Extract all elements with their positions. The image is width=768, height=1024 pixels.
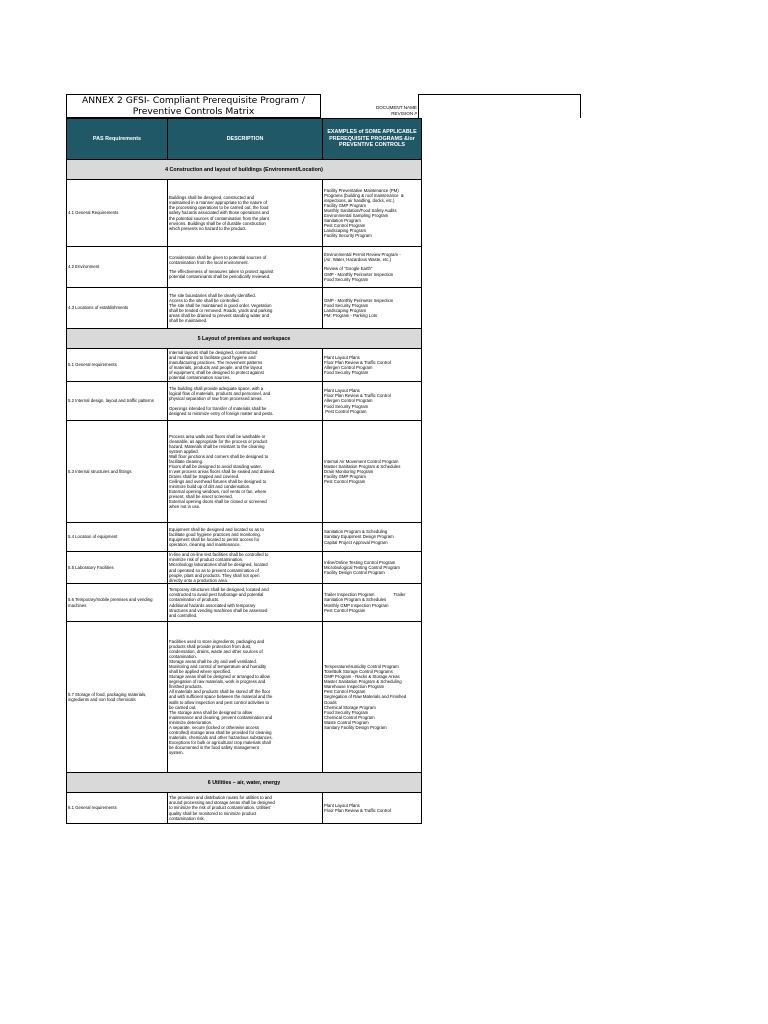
text-line: Allergen Control Program [324,365,373,370]
text-line: Monthly GMP Inspection Program [324,602,389,608]
text-line: Pest Control Program [324,607,366,613]
text-line: Internal layouts shall be designed, constructed [169,349,258,355]
text-line: materials, chemicals and other hazardous substances. [169,734,273,740]
text-line: Plant Layout Plans [324,354,360,360]
text-line: (Air, Water, Hazardous Waste, etc.) [324,257,392,263]
text-line: quality shall be monitored to minimize product [169,810,257,816]
table-row [67,382,422,421]
text-line: hazard. Materials shall be resistant to the cleaning [169,443,265,449]
section-title: 5 Layout of premises and workspace [67,329,422,349]
text-line: Master Sanitation Program & Schedules [324,463,401,469]
text-line: minimize build up of dirt and condensation. [169,484,251,490]
text-line: External opening doors shall be closed or screened [169,499,267,505]
table-row [67,584,422,622]
text-line: manufacturing practices. The movement patterns [169,359,263,365]
programs-cell [323,552,422,584]
matrix-table [66,118,422,824]
text-line: All materials and products shall be stored off the floor [169,689,271,695]
requirement-cell: 5.4 Location of equipment [67,523,168,552]
text-line: system applied. [169,448,199,454]
text-line: Food Security Program [324,370,369,376]
col-header-pas-requirements: PAS Requirements [67,119,168,160]
text-line: Sanitation Program & Schedules [324,597,387,603]
text-line: In wet process areas floors shall be sealed and drained. [169,468,276,474]
text-line: Additional hazards associated with temporary [169,602,256,608]
text-line: Sanitation Program & Scheduling [324,529,388,535]
title-line-2: Preventive Controls Matrix [132,105,255,117]
programs-cell [323,421,422,523]
document-meta [321,94,419,118]
text-line: Equipment shall be located to permit access for [169,537,260,542]
text-line: directly onto a production area. [169,577,228,583]
requirement-cell: 6.1 General requirements [67,793,168,824]
text-line: Monitoring and control of temperature and humidity [169,664,267,670]
section-header-row [67,329,422,349]
text-line: Facility Preventative Maintenance (PM) [324,187,399,193]
description-cell [168,349,323,382]
text-line: Drains shall be trapped and covered. [169,474,240,480]
text-line: Allergen Control Program [324,398,373,404]
text-line: designed to minimize entry of foreign matter and pests. [169,410,274,416]
text-line: Consideration shall be given to potential sources of [169,254,267,260]
text-line: Buildings shall be designed, constructed and [169,195,255,201]
text-line: minimize risk of product contamination. [169,557,244,563]
section-header-row [67,773,422,793]
text-line: Equipment shall be designed and located so as to [169,526,264,532]
text-line: contamination. [169,654,197,660]
text-line: walls to allow inspection and pest control activities to [169,699,270,705]
text-line: Facility GMP Program [324,202,366,208]
text-line: segregation of raw materials, work in progress and [169,679,266,685]
table-row [67,523,422,552]
requirement-cell: 5.5 Laboratory Facilities [67,552,168,584]
text-line: and maintained to facilitate good hygiene and [169,354,256,360]
text-line: Goods [324,699,337,705]
programs-cell [323,349,422,382]
document-title [66,94,321,118]
requirement-cell: 5.3 Internal structures and fittings [67,421,168,523]
text-line: potential contamination sources. [169,375,231,381]
text-line: Sanitary Facility Design Program [324,724,387,730]
programs-cell [323,247,422,288]
text-line: Facility GMP Program [324,474,366,480]
text-line: controlled) storage area shall be provided for cleaning [169,729,272,735]
text-line: facilitate good hygiene practices and monitoring. [169,531,261,537]
text-line: inspections, air handling, docks, etc.) [324,197,395,203]
text-line: External opening windows, roof vents or fan, where [169,489,267,495]
section-header-row [67,160,422,180]
text-line: safety hazards associated with those operations and [169,210,269,216]
text-line: system. [169,749,184,755]
text-line: be documented in the food safety management [169,744,259,750]
requirement-cell: 4.3 Locations of establishments [67,288,168,329]
text-line: Sanitary Equipment Design Program [324,534,394,540]
text-line: Warehouse Inspection Program [324,684,385,690]
programs-cell [323,382,422,421]
description-cell [168,382,323,421]
section-title: 4 Construction and layout of buildings (Environment/Location) [67,160,422,180]
text-line: Waste Control Program [324,719,369,725]
description-cell [168,421,323,523]
text-line: people, plant and products. They shall not open [169,572,260,578]
text-line: environs. Buildings shall be of durable construction [169,220,266,226]
description-cell [168,552,323,584]
text-line: contamination risk. [169,815,205,821]
text-line: condensation, drains, waste and other sources of [169,649,263,655]
programs-cell [323,288,422,329]
text-line: of materials, products and people, and the layout [169,365,262,370]
table-row [67,552,422,584]
text-line: products shall provide protection from dust, [169,644,252,649]
text-line: Microbiology laboratories shall be designed, located [169,562,268,568]
description-cell [168,247,323,288]
prerequisite-matrix-document [66,94,581,824]
title-line-1: ANNEX 2 GFSI- Compliant Prerequisite Program / [81,95,306,106]
table-row [67,349,422,382]
text-line: Segregation of Raw Materials and Finished [324,694,407,700]
text-line: shall be maintained. [169,318,208,324]
programs-cell [323,622,422,773]
description-cell [168,180,323,247]
requirement-cell: 5.6 Temporary/mobile premises and vending machines [67,584,168,622]
text-line: Temporary structures shall be designed, located and [169,587,269,593]
text-line: Programs (building & roof maintenance & [324,192,404,198]
text-line: the potential sources of contamination from the plant [169,215,269,221]
text-line: structures and vending machines shall be assessed [169,607,268,613]
text-line: potential contaminants shall be periodically reviewed. [169,274,271,280]
text-line: Landscaping Program [324,308,367,313]
text-line: Storage areas shall be dry and well ventilated. [169,659,257,665]
text-line: shall be tended or removed. Roads, yards and parking [169,308,273,313]
text-line: Plant Layout Plans [324,388,360,394]
text-line: of equipment, shall be designed to protect against [169,370,264,376]
programs-cell [323,523,422,552]
text-line: Floor Plan Review & Traffic Control [324,359,391,365]
requirement-cell: 5.1 General requirements [67,349,168,382]
text-line: Storage areas shall be designed or arranged to allow [169,674,270,680]
text-line: Pest Control Program [324,689,366,695]
description-cell [168,622,323,773]
text-line: and controlled. [169,612,198,618]
matrix-body [67,160,422,824]
meta-value-cell [419,94,581,118]
col-header-programs: EXAMPLES of SOME APPLICABLE PREREQUISITE PROGRAMS &/or PREVENTIVE CONTROLS [323,119,422,160]
text-line: facilitate cleaning. [169,458,204,464]
text-line: The provision and distribution routes for utilities to and [169,795,272,801]
text-line: Food Security Program [324,276,369,282]
requirement-cell: 5.7 Storage of food, packaging materials, ingredients and non food chemicals [67,622,168,773]
table-row [67,421,422,523]
text-line: Facility Security Program [324,233,372,239]
col-header-description: DESCRIPTION [168,119,323,160]
text-line: maintained in a manner appropriate to the nature of [169,200,267,206]
text-line: Chemical Storage Program [324,704,376,710]
text-line: Trailer Inspection Program Trailer [324,592,406,598]
text-line: The storage area shall be designed to allow [169,709,253,715]
text-line: GMP - Monthly Perimeter Inspection [324,297,394,303]
text-line: Chemical Control Program [324,714,375,720]
text-line: Sanitation Program [324,218,361,224]
text-line: Process area walls and floors shall be washable or [169,433,266,439]
document-header [66,94,581,118]
table-row [67,793,422,824]
text-line: The site shall be maintained in good order. Vegetation [169,302,272,308]
description-cell [168,793,323,824]
description-cell [168,523,323,552]
column-header-row [67,119,422,160]
text-line: Microbiological Testing Control Program [324,564,400,570]
text-line: Capital Project Approval Program [324,539,388,545]
requirement-cell: 4.2 Environment [67,247,168,288]
text-line: The effectiveness of measures taken to protect against [169,269,274,274]
text-line: Environmental Sampling Program [324,213,389,218]
text-line: shall be applied where specified. [169,669,232,675]
text-line: the processing operations to be carried out, the food [169,205,269,211]
revision-label: REVISION # [391,111,417,116]
text-line: Environmental Permit Review Program - [324,252,401,258]
text-line: Pest Control Program [324,223,366,229]
text-line: logical flow of materials, products and personnel, and [169,391,271,397]
text-line: In-line and on-line test facilities shall be controlled to [169,552,269,558]
requirement-cell: 4.1 General Requirements [67,180,168,247]
text-line: minimize deterioration. [169,719,213,725]
table-row [67,180,422,247]
text-line: Plant Layout Plans [324,802,360,808]
programs-cell [323,584,422,622]
text-line: Pest Control Program [324,479,366,485]
text-line: Landscaping Program [324,228,367,234]
description-cell [168,584,323,622]
text-line: Floor Plan Review & Traffic Control [324,808,391,813]
text-line: Access to the site shall be controlled. [169,297,240,303]
text-line: contamination of products. [169,597,220,603]
text-line: Temperature/Humidity Control Program [324,664,399,670]
requirement-cell: 5.2 Internal design, layout and traffic patterns [67,382,168,421]
text-line: and operated so as to prevent contamination of [169,567,259,573]
text-line: GMP - Monthly Perimeter Inspection [324,271,394,277]
table-row [67,622,422,773]
text-line: contamination from the local environment. [169,259,249,265]
text-line: Inline/Online Testing Control Program [324,559,396,565]
text-line: Review of "Google Earth" [324,266,373,272]
text-line: Master Sanitation Program & Scheduling [324,679,402,685]
programs-cell [323,793,422,824]
doc-name-label: DOCUMENT NAME [375,105,417,110]
text-line: physical separation of raw from processed areas. [169,396,263,402]
text-line: areas shall be drained to prevent standing water and [169,313,270,319]
table-row [67,288,422,329]
text-line: around processing and storage areas shall be designed [169,800,275,806]
text-line: operation, cleaning and maintenance. [169,542,241,548]
text-line: which presents no hazard to the product. [169,225,247,231]
text-line: when not in use. [169,504,201,510]
text-line: to minimize the risk of product contamination. Utilities' [169,805,272,811]
text-line: Floors shall be designed to avoid standing water. [169,463,262,469]
text-line: cleanable, as appropriate for the process or product [169,438,268,444]
text-line: Openings intended for transfer of materials shall be [169,405,267,411]
text-line: be carried out. [169,704,197,710]
section-title: 6 Utilities – air, water, energy [67,773,422,793]
text-line: Drain Monitoring Program [324,468,374,474]
text-line: Internal Air Movement Control Program [324,458,399,464]
text-line: Floor Plan Review & Traffic Control [324,393,391,399]
text-line: A separate, secure (locked or otherwise access [169,724,260,730]
text-line: Facilities used to store ingredients, packaging and [169,638,265,644]
text-line: maintenance and cleaning, prevent contamination and [169,714,273,720]
text-line: Ceilings and overhead fixtures shall be designed to [169,479,267,485]
text-line: Food Security Program [324,302,369,308]
text-line: The building shall provide adequate space, with a [169,386,264,392]
text-line: PM: Program - Parking Lots [324,313,378,319]
text-line: Food Security Program [324,709,369,715]
text-line: Facility Design Control Program [324,570,385,576]
text-line: finished products. [169,684,203,690]
text-line: Monthly Sanitation/Food Safety Audits [324,207,397,213]
text-line: constructed to avoid pest harborage and potential [169,592,264,598]
text-line: Exceptions for bulk or agricultural crop materials shall [169,739,271,745]
text-line: Pest Control Program [324,408,367,414]
text-line: The site boundaries shall be clearly identified. [169,292,256,298]
programs-cell [323,180,422,247]
description-cell [168,288,323,329]
text-line: Food Security Program [324,403,369,409]
text-line: Wall floor junctions and corners shall be designed to [169,453,269,459]
text-line: Tote/Bulk Storage Control Programs [324,669,393,675]
text-line: GMP Program - Racks & Storage Areas [324,674,400,680]
text-line: and with sufficient space between the material and the [169,694,273,700]
text-line: present, shall be insect screened. [169,494,234,500]
table-row [67,247,422,288]
